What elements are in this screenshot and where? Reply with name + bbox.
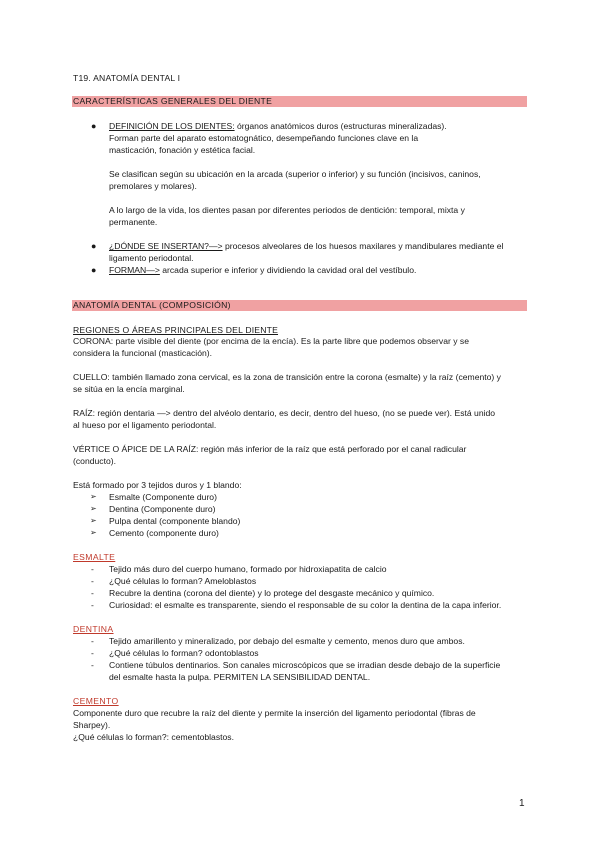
classification-line-2: premolares y molares).	[109, 181, 197, 191]
page-number: 1	[519, 798, 525, 809]
dash-bullet: -	[91, 636, 94, 646]
section-heading-characteristics: CARACTERÍSTICAS GENERALES DEL DIENTE	[73, 96, 273, 106]
dash-bullet: -	[91, 564, 94, 574]
insertion-label: ¿DÓNDE SE INSERTAN?—>	[109, 241, 223, 251]
insertion-text: procesos alveolares de los huesos maxilares y mandibulares mediante el	[222, 241, 504, 251]
arrow-bullet-icon: ➢	[90, 492, 97, 501]
cemento-heading: CEMENTO	[73, 696, 119, 706]
definition-line-2: Forman parte del aparato estomatognático, desempeñando funciones clave en la	[109, 133, 419, 143]
form-text: arcada superior e inferior y dividiendo la cavidad oral del vestíbulo.	[159, 265, 417, 275]
tissue-item: Pulpa dental (componente blando)	[109, 516, 241, 526]
cemento-line-2: Sharpey).	[73, 720, 111, 730]
dentition-line-1: A lo largo de la vida, los dientes pasan por diferentes periodos de dentición: temporal, mixta y	[109, 205, 465, 215]
corona-line-1: CORONA: parte visible del diente (por encima de la encía). Es la parte libre que podemos observar y se	[73, 336, 469, 346]
dentition-line-2: permanente.	[109, 217, 158, 227]
dentina-item: Tejido amarillento y mineralizado, por debajo del esmalte y cemento, menos duro que ambos.	[109, 636, 465, 646]
section-heading-anatomy: ANATOMÍA DENTAL (COMPOSICIÓN)	[73, 300, 231, 310]
tissues-intro: Está formado por 3 tejidos duros y 1 blando:	[73, 480, 242, 490]
raiz-line-2: al hueso por el ligamento periodontal.	[73, 420, 217, 430]
arrow-bullet-icon: ➢	[90, 504, 97, 513]
dash-bullet: -	[91, 600, 94, 610]
cuello-line-1: CUELLO: también llamado zona cervical, es la zona de transición entre la corona (esmalte) y la raíz (cemento) y	[73, 372, 501, 382]
dentina-item: Contiene túbulos dentinarios. Son canales microscópicos que se irradian desde debajo de la superficie	[109, 660, 501, 670]
dentina-heading: DENTINA	[73, 624, 114, 634]
classification-line-1: Se clasifican según su ubicación en la arcada (superior o inferior) y su función (incisivos, caninos,	[109, 169, 481, 179]
definition-line	[109, 120, 527, 132]
tissue-item: Cemento (componente duro)	[109, 528, 219, 538]
insertion-line-2: ligamento periodontal.	[109, 253, 194, 263]
dentina-item-continuation: del esmalte hasta la pulpa. PERMITEN LA SENSIBILIDAD DENTAL.	[109, 672, 371, 682]
esmalte-item: Recubre la dentina (corona del diente) y lo protege del desgaste mecánico y químico.	[109, 588, 435, 598]
arrow-bullet-icon: ➢	[90, 528, 97, 537]
definition-label: DEFINICIÓN DE LOS DIENTES:	[109, 121, 235, 131]
document-title: T19. ANATOMÍA DENTAL I	[73, 73, 181, 83]
corona-line-2: considera la funcional (masticación).	[73, 348, 212, 358]
bullet-icon: ●	[91, 241, 97, 251]
raiz-line-1: RAÍZ: región dentaria —> dentro del alvéolo dentario, es decir, dentro del hueso, (no se puede ver). Está unido	[73, 408, 496, 418]
form-label: FORMAN—>	[109, 265, 160, 275]
esmalte-item: Tejido más duro del cuerpo humano, formado por hidroxiapatita de calcio	[109, 564, 387, 574]
dash-bullet: -	[91, 576, 94, 586]
dash-bullet: -	[91, 648, 94, 658]
form-line	[109, 264, 527, 276]
esmalte-heading: ESMALTE	[73, 552, 116, 562]
tissue-item: Dentina (Componente duro)	[109, 504, 216, 514]
esmalte-item: ¿Qué células lo forman? Ameloblastos	[109, 576, 257, 586]
insertion-line	[109, 240, 527, 252]
arrow-bullet-icon: ➢	[90, 516, 97, 525]
cemento-line-1: Componente duro que recubre la raíz del diente y permite la inserción del ligamento periodontal (fibras de	[73, 708, 476, 718]
dentina-item: ¿Qué células lo forman? odontoblastos	[109, 648, 259, 658]
vertice-line-2: (conducto).	[73, 456, 116, 466]
cemento-line-3: ¿Qué células lo forman?: cementoblastos.	[73, 732, 234, 742]
cuello-line-2: se sitúa en la encía marginal.	[73, 384, 185, 394]
bullet-icon: ●	[91, 121, 97, 131]
esmalte-item: Curiosidad: el esmalte es transparente, siendo el responsable de su color la dentina de la capa inferior.	[109, 600, 502, 610]
regions-subheading: REGIONES O ÁREAS PRINCIPALES DEL DIENTE	[73, 325, 279, 335]
definition-line-3: masticación, fonación y estética facial.	[109, 145, 256, 155]
dash-bullet: -	[91, 660, 94, 670]
vertice-line-1: VÉRTICE O ÁPICE DE LA RAÍZ: región más inferior de la raíz que está perforado por el canal radicular	[73, 444, 467, 454]
definition-text: órganos anatómicos duros (estructuras mineralizadas).	[234, 121, 447, 131]
tissue-item: Esmalte (Componente duro)	[109, 492, 217, 502]
bullet-icon: ●	[91, 265, 97, 275]
dash-bullet: -	[91, 588, 94, 598]
